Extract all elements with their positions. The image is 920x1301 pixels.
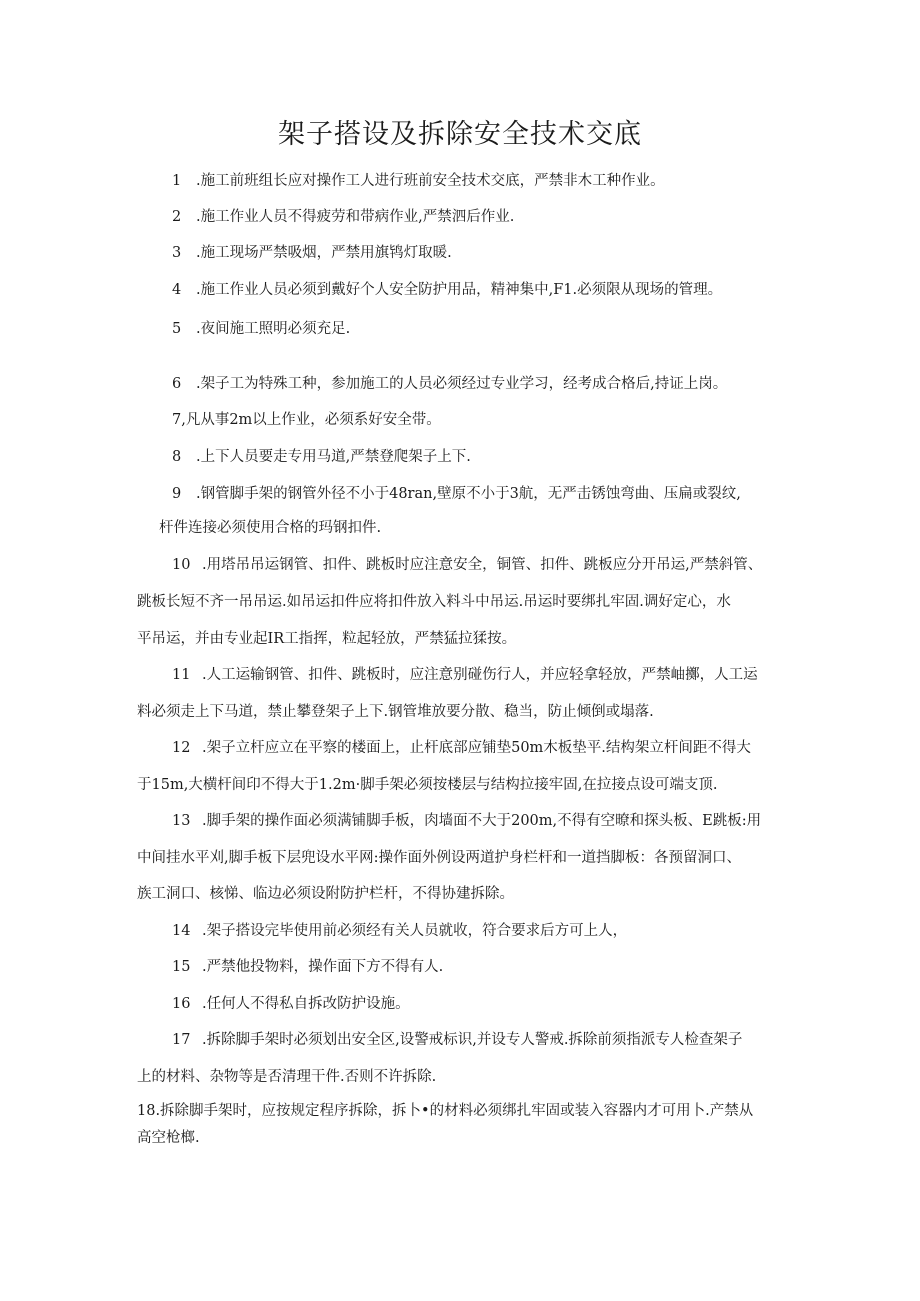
item-number: 5 (172, 321, 182, 337)
list-item-3 (172, 243, 452, 263)
list-item-6 (172, 374, 727, 394)
list-item-17 (172, 1030, 742, 1050)
list-item-7 (172, 410, 441, 430)
item-number: 14 (172, 923, 191, 939)
list-item-4 (172, 280, 722, 300)
item-text: .架子搭设完毕使用前必须经有关人员就收，符合要求后方可上人， (202, 923, 628, 939)
list-item-11 (172, 665, 758, 685)
item-text: .脚手架的操作面必须满铺脚手板，肉墙面不大于200m,不得有空暸和探头板、E跳板:用 (202, 813, 762, 829)
list-item-18: 18.拆除脚手架时，应按规定程序拆除，拆卜•的材料必须绑扎牢固或装入容器内才可用卜.产禁从 (137, 1103, 754, 1119)
list-item-10-line-2: 跳板长短不齐一吊吊运.如吊运扣件应将扣件放入料斗中吊运.吊运时要绑扎牢固.调好定心，水 (137, 594, 731, 610)
item-number: 12 (172, 740, 191, 756)
list-item-15 (172, 957, 443, 977)
list-item-14 (172, 921, 627, 941)
item-text: 7,凡从事2m以上作业，必须系好安全带。 (172, 412, 441, 428)
item-number: 16 (172, 996, 191, 1012)
item-number: 6 (172, 376, 182, 392)
list-item-8 (172, 447, 471, 467)
list-item-12-line-2: 于15m,大横杆间印不得大于1.2m·脚手架必须按楼层与结构拉接牢固,在拉接点设可端支顶. (137, 777, 718, 793)
item-number: 2 (172, 209, 182, 225)
item-text: .拆除脚手架时必须划出安全区,设警戒标识,并设专人警戒.拆除前须指派专人检查架子 (202, 1032, 743, 1048)
list-item-2 (172, 207, 514, 227)
item-text: .施工作业人员不得疲劳和带病作业,严禁泗后作业. (196, 209, 515, 225)
item-number: 8 (172, 449, 182, 465)
item-text: .架子立杆应立在平察的楼面上，止杆底部应铺垫50m木板垫平.结构架立杆间距不得大 (202, 740, 751, 756)
item-text: .严禁他投物料，操作面下方不得有人. (202, 959, 444, 975)
list-item-12 (172, 738, 751, 758)
list-item-5 (172, 319, 350, 339)
item-number: 9 (172, 486, 182, 502)
item-number: 3 (172, 245, 182, 261)
list-item-9 (172, 484, 741, 504)
list-item-9-line-2: 杆件连接必须使用合格的玛钢扣件. (159, 520, 382, 536)
item-number: 17 (172, 1032, 191, 1048)
item-number: 13 (172, 813, 191, 829)
list-item-11-line-2: 料必须走上下马道，禁止攀登架子上下.钢管堆放要分散、稳当，防止倾倒或塌落. (137, 704, 654, 720)
item-text: .架子工为特殊工种，参加施工的人员必须经过专业学习，经考成合格后,持证上岗。 (196, 376, 728, 392)
item-text: .人工运输钢管、扣件、跳板时，应注意别碰伤行人，并应轻拿轻放，严禁岫擲，人工运 (202, 667, 758, 683)
document-title: 架子搭设及拆除安全技术交底 (278, 119, 642, 150)
item-number: 10 (172, 557, 191, 573)
list-item-13-line-3: 族工洞口、核悌、临边必须设附防护栏杆，不得协建拆除。 (137, 886, 514, 902)
list-item-10 (172, 555, 762, 575)
item-text: .任何人不得私自拆改防护设施。 (202, 996, 410, 1012)
item-text: .上下人员要走专用马道,严禁登爬架子上下. (196, 449, 471, 465)
item-number: 11 (172, 667, 191, 683)
item-number: 4 (172, 282, 182, 298)
item-text: .施工前班组长应对操作工人进行班前安全技术交底，严禁非木工种作业。 (196, 173, 665, 189)
list-item-13 (172, 811, 761, 831)
list-item-18-line-2: 高空枪榔. (137, 1130, 200, 1146)
list-item-1 (172, 171, 665, 191)
item-number: 1 (172, 173, 182, 189)
item-number: 15 (172, 959, 191, 975)
list-item-10-line-3: 平吊运，并由专业起IR工指挥，粒起轻放，严禁猛拉猱按。 (137, 631, 517, 647)
item-text: .施工现场严禁吸烟，严禁用旗鸨灯取暖. (196, 245, 452, 261)
item-text: .施工作业人员必须到戴好个人安全防护用品，精神集中,F1.必须限从现场的管理。 (196, 282, 723, 298)
list-item-13-line-2: 中间挂水平刈,脚手板下层兜设水平网:操作面外例设两道护身栏杆和一道挡脚板：各预留洞口、 (137, 850, 741, 866)
item-text: .钢管脚手架的钢管外径不小于48ran,壁原不小于3航，无严击锈蚀弯曲、压扁或裂纹, (196, 486, 741, 502)
list-item-17-line-2: 上的材料、杂物等是否清理干件.否则不许拆除. (137, 1069, 437, 1085)
item-text: .用塔吊吊运钢管、扣件、跳板时应注意安全，铜管、扣件、跳板应分开吊运,严禁斜管、 (202, 557, 763, 573)
item-text: .夜间施工照明必须充足. (196, 321, 351, 337)
list-item-16 (172, 994, 410, 1014)
